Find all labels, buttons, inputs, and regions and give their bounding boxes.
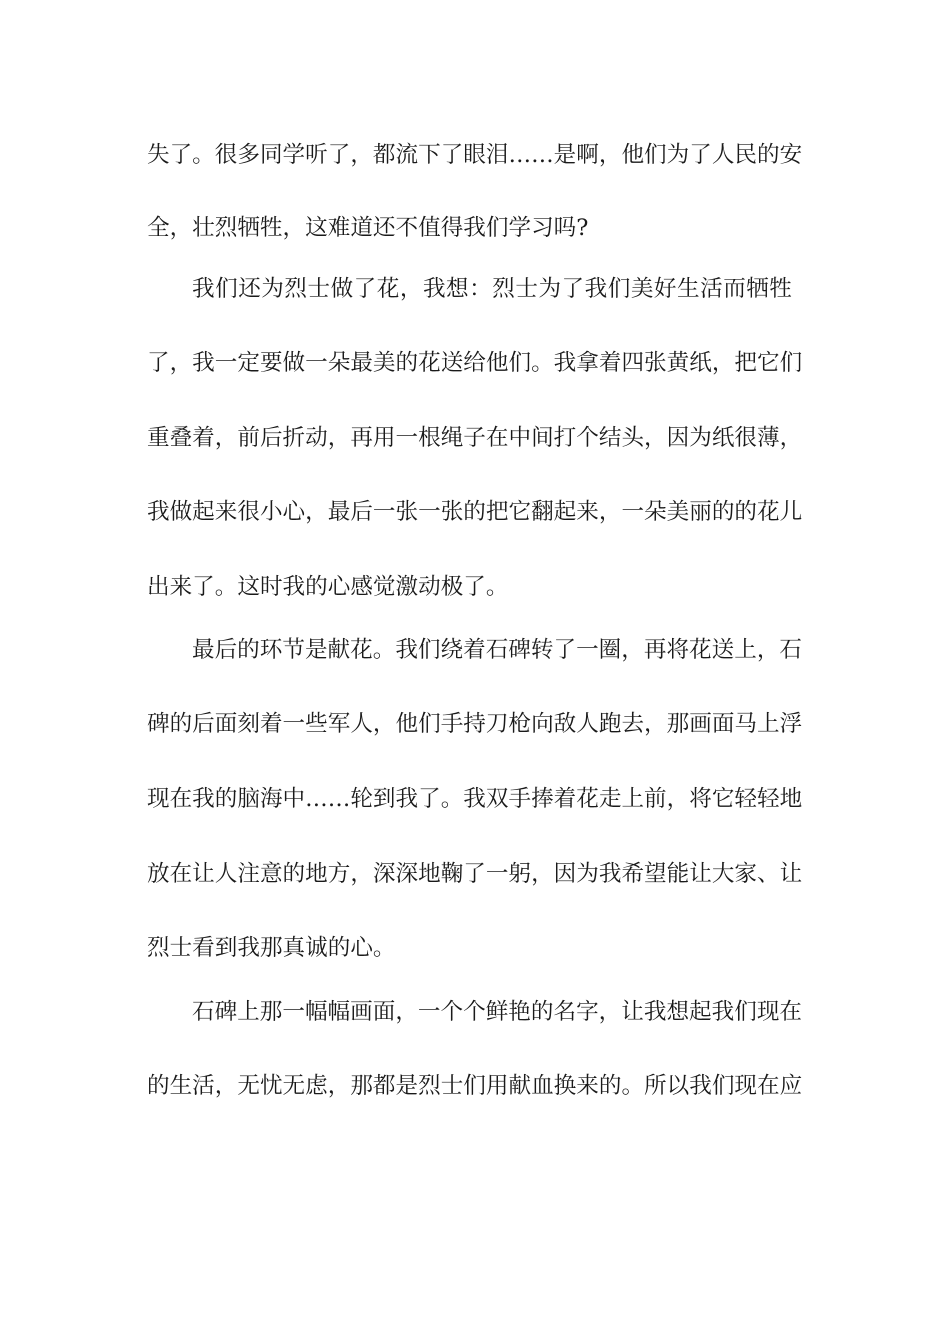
paragraph-first-line: 最后的环节是献花。我们绕着石碑转了一圈，再将花送上，石: [192, 637, 803, 663]
text-line: 我做起来很小心，最后一张一张的把它翻起来，一朵美丽的的花儿: [147, 499, 803, 525]
text-line: 全，壮烈牺牲，这难道还不值得我们学习吗?: [147, 215, 589, 241]
text-line: 碑的后面刻着一些军人，他们手持刀枪向敌人跑去，那画面马上浮: [147, 711, 803, 737]
text-line: 烈士看到我那真诚的心。: [147, 935, 396, 961]
text-line: 重叠着，前后折动，再用一根绳子在中间打个结头，因为纸很薄，: [147, 425, 803, 451]
paragraph-first-line: 石碑上那一幅幅画面，一个个鲜艳的名字，让我想起我们现在: [192, 999, 803, 1025]
text-line: 出来了。这时我的心感觉激动极了。: [147, 574, 509, 600]
text-line: 了，我一定要做一朵最美的花送给他们。我拿着四张黄纸，把它们: [147, 350, 803, 376]
text-line: 现在我的脑海中……轮到我了。我双手捧着花走上前，将它轻轻地: [147, 786, 803, 812]
text-line: 的生活，无忧无虑，那都是烈士们用献血换来的。所以我们现在应: [147, 1073, 803, 1099]
paragraph-first-line: 我们还为烈士做了花，我想：烈士为了我们美好生活而牺牲: [192, 276, 792, 302]
text-line: 失了。很多同学听了，都流下了眼泪……是啊，他们为了人民的安: [147, 142, 803, 168]
text-line: 放在让人注意的地方，深深地鞠了一躬，因为我希望能让大家、让: [147, 861, 803, 887]
